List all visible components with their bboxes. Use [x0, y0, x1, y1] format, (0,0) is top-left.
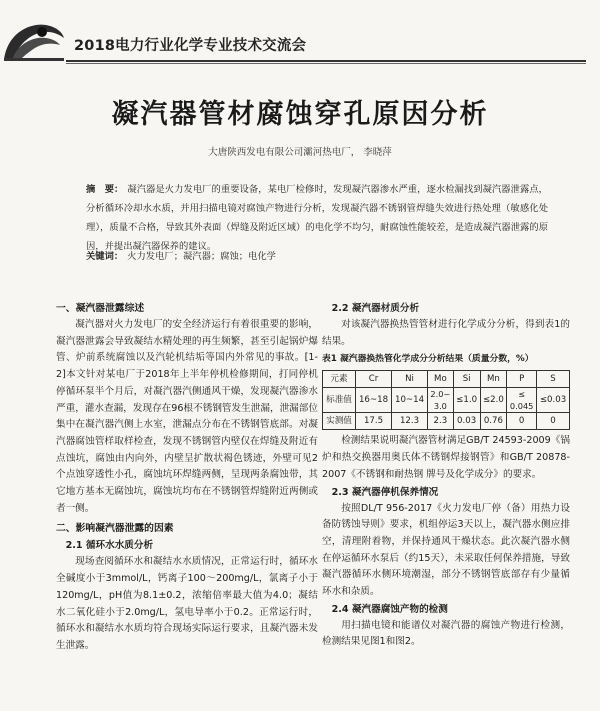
table-row-standard [323, 388, 570, 413]
table-cell: 12.3 [392, 413, 428, 430]
table-cell: 0 [507, 413, 537, 430]
section-2-1-paragraph: 现场查阅循环水和凝结水水质情况，正常运行时，循环水全碱度小于3mmol/L，钙离子100～200mg/L，氯离子小于120mg/L，pH值为8.1±0.2，浓缩倍率最大值为4.0；凝结水二氧化硅小于2.0mg/L，氢电导率小于0.2。正常运行时，循环水和凝结水水质均符合现场实际运行要求，且凝汽器未发生泄露。 [56, 556, 318, 651]
table-cell: ≤2.0 [480, 388, 507, 413]
table-cell: 17.5 [356, 413, 392, 430]
table-cell-line: 3.0 [433, 401, 447, 412]
section-2-4-heading: 2.4 凝汽器腐蚀产物的检测 [331, 603, 448, 615]
table-row-measured [323, 413, 570, 430]
table-cell: ≤0.03 [537, 388, 570, 413]
conference-logo-icon [2, 20, 66, 62]
right-column [322, 300, 570, 651]
table-cell: 0.76 [480, 413, 507, 430]
keywords-label: 关键词： [86, 251, 124, 262]
abstract-text: 凝汽器是火力发电厂的重要设备，某电厂检修时，发现凝汽器渗水严重，逐水检漏找到凝汽器泄露点，分析循环冷却水水质，并用扫描电镜对腐蚀产物进行分析，发现凝汽器不锈钢管焊缝失效进行热处理（敏感化处理），质量不合格，导致其外表面（焊缝及附近区域）的电化学不均匀，耐腐蚀性能较差，是造成凝汽器泄露的原因，并提出凝汽器保养的建议。 [86, 184, 548, 252]
table-cell-line: ≤ [518, 389, 526, 400]
table-header-row [323, 371, 570, 388]
page-header [0, 0, 600, 70]
table-cell [507, 388, 537, 413]
section-2-heading: 二、影响凝汽器泄露的因素 [56, 523, 174, 535]
section-2-1-heading: 2.1 循环水水质分析 [65, 540, 154, 552]
table-header-cell: 元素 [323, 371, 356, 388]
author-affiliation: 大唐陕西发电有限公司灞河热电厂， 李晓萍 [208, 147, 392, 158]
section-1-paragraph: 凝汽器对火力发电厂的安全经济运行有着很重要的影响，凝汽器泄露会导致凝结水精处理的再生频繁，甚至引起锅炉爆管、炉前系统腐蚀以及汽轮机结垢等国内外常见的事故。[1-2]本文针对某电厂于2018年上半年停机检修期间，打同停机停循环泵半个月后，对凝汽器汽侧通风干燥，发现凝汽器渗水严重，灌水查漏，发现存在96根不锈钢管发生泄漏，泄漏部位集中在凝汽器汽侧上水室，泄漏点分布在不锈钢管底部。对凝汽器腐蚀管样取样检查，发现不锈钢管内壁仅在焊缝及附近有点蚀坑，腐蚀由内向外，内壁呈扩散状褐色锈迹，外壁可见2个点蚀穿透性小孔，腐蚀坑环焊缝两侧，呈现两条腐蚀带，其它地方基本无腐蚀坑，腐蚀坑均布在不锈钢管焊缝附近两侧或者一侧。 [56, 319, 318, 514]
abstract [86, 180, 548, 256]
section-1-heading: 一、凝汽器泄露综述 [56, 303, 145, 314]
abstract-label: 摘 要： [86, 184, 124, 195]
section-2-2-heading: 2.2 凝汽器材质分析 [331, 303, 420, 314]
keywords-text: 火力发电厂；凝汽器；腐蚀；电化学 [127, 251, 276, 262]
table-cell-line: 2.0~ [430, 389, 451, 400]
table-cell: 0.03 [453, 413, 480, 430]
table-header-cell: Mn [480, 371, 507, 388]
table-cell: 实测值 [323, 413, 356, 430]
table-cell: 标准值 [323, 388, 356, 413]
section-2-4-paragraph: 用扫描电镜和能谱仪对凝汽器的腐蚀产物进行检测，检测结果见图1和图2。 [322, 619, 570, 648]
keywords [86, 248, 548, 262]
conference-title: 2018电力行业化学专业技术交流会 [74, 38, 307, 54]
section-2-3-paragraph: 按照DL/T 956-2017《火力发电厂停（备）用热力设备防锈蚀导则》要求，机组停运3天以上，凝汽器水侧应排空，清理附着物，并保持通风干燥状态。此次凝汽器水侧在停运循环水泵后（约15天），未采取任何保养措施，导致凝汽器循环水侧环境潮湿，部分不锈钢管底部存有少量循环水和杂质。 [322, 502, 570, 598]
table-header-cell: Si [453, 371, 480, 388]
table-cell [428, 388, 454, 413]
table-caption: 表1 凝汽器换热管化学成分分析结果（质量分数，%） [322, 354, 534, 365]
table-cell: 10~14 [392, 388, 428, 413]
table-cell: 0 [537, 413, 570, 430]
table-header-cell: Ni [392, 371, 428, 388]
section-2-2-paragraph: 对该凝汽器换热管管材进行化学成分分析，得到表1的结果。 [322, 319, 570, 347]
table-header-cell: P [507, 371, 537, 388]
table-header-cell: Mo [428, 371, 454, 388]
header-divider [66, 60, 586, 62]
table-header-cell: S [537, 371, 570, 388]
table-cell-line: 0.045 [509, 401, 534, 412]
table-cell: 2.3 [428, 413, 454, 430]
left-column [56, 300, 318, 655]
composition-table [322, 370, 570, 430]
table-cell: 16~18 [356, 388, 392, 413]
header-divider-thin [66, 63, 586, 64]
table-cell: ≤1.0 [453, 388, 480, 413]
section-2-2-paragraph-2: 检测结果说明凝汽器管材满足GB/T 24593-2009《锅炉和热交换器用奥氏体不锈钢焊接钢管》和GB/T 20878-2007《不锈钢和耐热钢 牌号及化学成分》的要求。 [322, 435, 570, 480]
section-2-3-heading: 2.3 凝汽器停机保养情况 [331, 486, 439, 498]
paper-title: 凝汽器管材腐蚀穿孔原因分析 [111, 99, 489, 130]
table-header-cell: Cr [356, 371, 392, 388]
